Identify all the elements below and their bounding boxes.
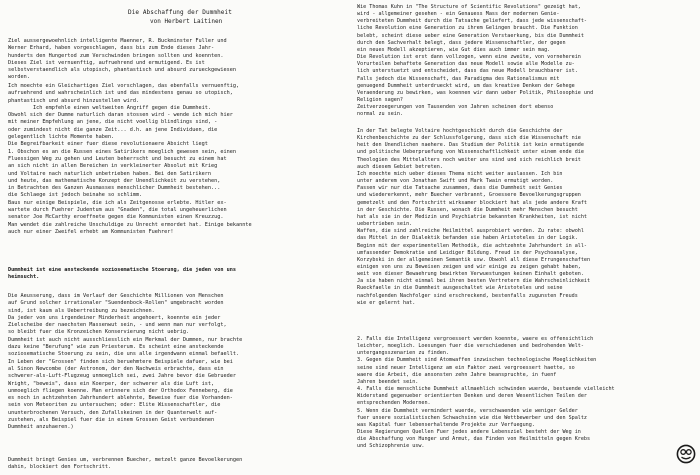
circle-monogram-icon: [676, 444, 696, 464]
paragraph: Ziel aussergewoehnlich intelligente Maenner, R. Buckminster Fuller und Werner Erhard, haben vorgeschlagen, dass bis zum Ende dieses Jahr- hunderts den Hungertod zum Verschwinden bringen sollten und koennten. Dieses Ziel ist vernuenftig, aufruehrend und ermutigend. Es ist selbstverstaendlich als utopisch, phantastisch und absurd zurueckgewiesen worden.: [8, 38, 236, 81]
document-title: Die Abschaffung der Dummheit: [128, 9, 232, 16]
paragraph: Dummheit bringt Genies um, verbrennen Buecher, metzelt ganze Bevoelkerungen dahin, blockiert den Fortschritt.: [8, 457, 243, 471]
paragraph: Ich moechte ein Gleichartiges Ziel vorschlagen, das ebenfalls vernuenftig, aufruehrend und wahrscheinlich ist und das mindestens genau so utopisch, phantastisch und absurd hinzustellen wird. Ich empfehle einen weltweiten Angriff gegen die Dummheit. Obwohl sich der Dumme naturlich daran stossen wird - wende ich mich hier mit meiner Empfehlung an jene, die nicht voellig blindlings sind, - oder zumindest nicht die ganze Zeit... d.h. an jene Individuen, die gelegentlich lichte Momente haben. Die Begreifbarkeit einer fuer diese revolutionaere Absicht liegt 1. Obschon es an die Russen eines Satirikers moeglich gewesen sein, einen Fluessigen Weg zu gehen und Leuten beherrscht und besucht zu einem hat an sich nicht in allen Bereichen in verkleinerter Absolut mit Krieg und Voltaire nach naturlich unbetrieben haben. Bei den Satirikern und heute, das mathematische Konzept der Unendlichkeit zu verstehen, in Betrachten des Ganzen Ausmasses menschlicher Dummheit bestehen... die Schlaege ist jedoch beinahe so schlimm. Baus nur einige Beispiele, die ich als Zeitgenosse erlebte. Hitler ex- wartete durch Fuehrer Judentum aus "Gnaden", die total ungeheuerlichen senator Joe McCarthy eroeffnete gegen die Kommunisten einen Kreuzzug. Man wendet die zahlreiche Unschuldige zu Unrecht ermordet hat. Einige bekannte auch nur einer Zweifel erhebt am Kommunisten Fuehrer!: [8, 83, 252, 235]
paragraph-highlight: Dummheit ist eine ansteckende soziosematische Stoerung, die jeden von uns heimsucht.: [8, 267, 236, 281]
paragraph: Die Aeusserung, dass im Verlauf der Geschichte Millionen von Menschen auf Grund solcher irrationaler "Suendenbock-Rollen" umgebracht worden sind, ist kaum als Uebertreibung zu bezeichnen. Da jeder von uns irgendeiner Minderheit angehoert, koennte ein jeder Zielscheibe der naechsten Massenwut sein, - und wenn man nur verfolgt, so bleibt fuer die Kronzeichen Konservierung nicht uebrig. Dummheit ist auch nicht ausschliesslich ein Merkmal der Dummen, nur brachte dazu keine "Berufung" wie zum Priesterum. Es scheint eine ansteckende soziosematische Stoerung zu sein, die uns alle irgendwann einmal befaellt. In Leben der "Grossen" finden sich beruehmtere Beispiele dafuer, wie bei al Sinon Newcombe (der Astronom, der den Nachweis erbrachte, dass ein schwerer-als-Luft-Flugzeug unmoeglich sei, zwei Jahre bevor die Gebrueder Wright, "beweis", dass ein Koerper, der schwerer als die Luft ist, unmoeglich fliegen koenne. Man erinnere sich der Orthodox Fenneberg, die es noch in achtzehnten Jahrhundert ablehnte, Beweise fuer die Vorhanden- sein von Meteoriten zu untersuchen; oder: Elite Wissenschaftler, die ununterbrochenen Versuch, den Zufallskeinen in der Quanterwelt auf- zustehen, als Beispiel fuer die in einem Grossen Geist verbundenen Dummheit anzuhaeren.): [8, 293, 243, 431]
title-block: [128, 8, 232, 26]
document-author: von Herbert Laitinen: [150, 18, 223, 25]
paragraph: In der Tat belegte Voltaire hochtgeschickt durch die Geschichte der Kirchenbeschichte zu der Schlussfolgerung, dass sich die Wissenschaft nie heit den Unendlichen naehere. Das Studium der Politik ist kein ermutigende und politische Ueberpruefung von Wissenschaftlichkeit unter einem ende die Theologien des Mittelalters noch weiter uns sind und sich reichlich breit auch diesem Gebiet betreten. Ich moechte mich ueber dieses Thema nicht weiter auslassen. Ich bin unter anderem von Jonathan Swift und Mark Twain ermutigt worden. Fassen wir nur die Tatsache zusammen, dass die Dummheit seit Genies und wiedererkennt, mehr Buecher verbrannt, Groessere Bevoelkerungsgruppen gemetzelt und den Fortschritt wirksamer blockiert hat als jede andere Kraft in der Geschichte. Die Russen, wonach die Dummheit mehr Menschen besucht hat als sie in der Medizin und Psychiatrie bekannten Krankheiten, ist nicht uebertrieben sein. Waffen, die sind zahlreiche Heilmittel ausprobiert worden. Zu rate: obwohl das Mittel in der Dialektik befanden sie haben Aristoteles in der Logik. Beginn mit der experimentellen Methodik, die achtzehnte Jahrhundert in all- umfassender Demokratie und Leidiger Bildung. Freud in der Psychoanalyse, Korzybski in der allgemeinen Semantik usw. Obwohl all diese Errungenschaften einigen von uns zu Beweisen zeigen und wir einige zu zeigen gehabt haben, weit von dieser Bewaehrung bewirkten Verwuestungen keinen Einhalt geboten. Ja sie haben nicht einmal bei ihren besten Vertretern die Wahrscheinlichkeit Rueckfaelle in die Dummheit ausgeschaltet wie Aristoteles und seine nachfolgenden Nachfolger sind erschreckend, bestenfalls zugunsten Freuds wie er gelernt hat.: [357, 128, 591, 306]
paragraph: 2. Falls die Intelligenz vergroessert werden koennte, waere es offensichtlich leichter, moeglich. Loesungen fuer die verschiedenen und bedrohenden Welt- untergangsszenarien zu finden. 3. Gegen die Dummheit sind Atomwaffen inzwischen technologische Moeglichkeiten seine sind neuer Intelligenz am ein Faktor zwei vergroessert haette, so waere die Arbeit, die ansonsten zehn Jahre beanspruchte, in fuenf Jahren beendet sein. 4. Falls die menschliche Dummheit allmaehlich schwinden wuerde, bestuende vielleicht Widerstand gegenueber orientierten Denken und deren Wesentlichen Teilen der entsprechenden Modernen. 5. Wenn die Dummheit vermindert wuerde, verschwaenden wie weniger Gelder fuer unsere sozialistischen Schwachsinn wie die Wettbewerber und den Spaltz was Kapital fuer lebenserhaltende Projekte zur Verfuegung. Diese Regierungen Quellen Fuer jedes andere Lebensziel besteht der Weg in die Abschaffung von Hunger und Armut, das Finden von Heilmitteln gegen Krebs und Schizophrenie usw.: [357, 336, 615, 450]
paragraph: Wie Thomas Kuhn in "The Structure of Scientific Revolutions" gezeigt hat, wird - allgemeiner gesehen - ein Genauess Mass der modernen Genie- verbreiteten Dummheit durch die Tatsache geliefert, dass jede wissenschaft- liche Revolution eine Generation zu ihrem Gelingen braucht. Die Funktion belebt, scheint diese ueber eine Generation Verstaerkung, bis die Dummheit durch den Sachverhalt belegt, dass jedere Wissenschaftler, der gegen ein neues Modell akzeptieren, wie Gut dies auch immer sein mag. Die Revolution ist erst dann vollzogen, wenn eine zweite, von vorneherein Vorurteilen behaftete Generation das neue Modell sowie alle Modelle zu- lich unterstuetzt und entscheidet, dass das neue Modell brauchbarer ist. Falls jedoch die Wissenschaft, das Paradigma des Rationalismus mit genuegend Dummheit unterdrueckt wird, um das kreative Denken der Gehege Veraenderung zu bewirken, was koennen wir dann ueber Politik, Philosophie und Religion sagen? Zeitverzoegerungen von Tausenden von Jahren scheinen dort ebenso normal zu sein.: [357, 4, 594, 118]
